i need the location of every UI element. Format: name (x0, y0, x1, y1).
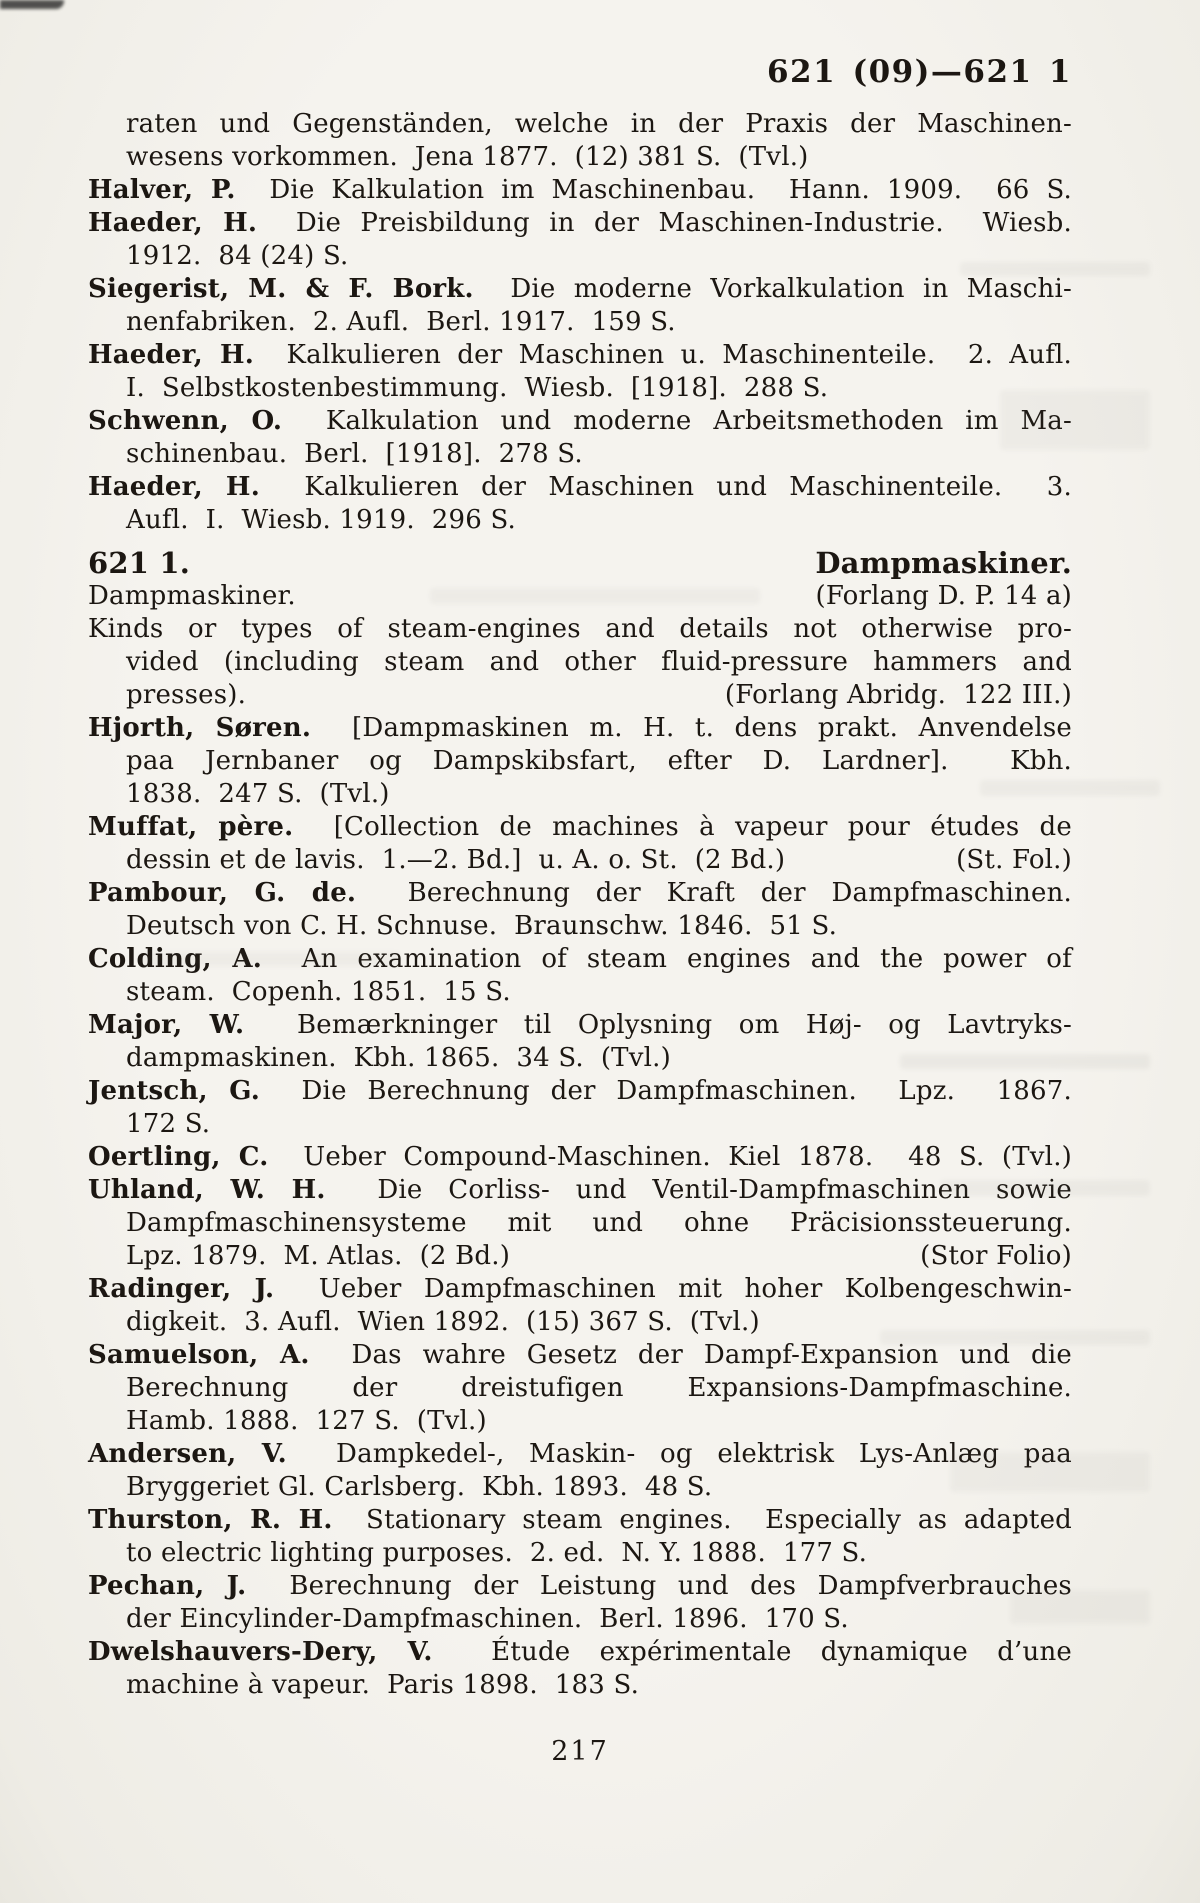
entry-line (88, 1273, 1072, 1306)
entry-text: paa Jernbaner og Dampskibsfart, efter D. Lardner]. Kbh. (126, 746, 1072, 776)
row-right-annotation (815, 580, 1072, 613)
row-right-annotation (815, 547, 1072, 580)
entry-line (88, 910, 1072, 943)
entry-text: Kalkulieren der Maschinen u. Maschinenteile. 2. Aufl. (254, 340, 1073, 370)
entry-line (88, 240, 1072, 273)
entry-text: digkeit. 3. Aufl. Wien 1892. (15) 367 S. (Tvl.) (126, 1307, 760, 1337)
entry-text: (Stor Folio) (920, 1241, 1072, 1271)
entry-line (88, 471, 1072, 504)
entry-text: Aufl. I. Wiesb. 1919. 296 S. (126, 505, 517, 535)
entry-text: [Collection de machines à vapeur pour études de (293, 812, 1072, 842)
author-name: Schwenn, O. (88, 406, 283, 436)
entry-text: Berechnung der Kraft der Dampfmaschinen. (356, 878, 1072, 908)
entry-text: Deutsch von C. H. Schnuse. Braunschw. 1846. 51 S. (126, 911, 838, 941)
entry-text: presses). (126, 680, 247, 710)
author-name: Andersen, V. (88, 1439, 287, 1469)
entry-text: Stationary steam engines. Especially as adapted (332, 1505, 1073, 1535)
author-name: Pambour, G. de. (88, 878, 357, 908)
entry-line (88, 1570, 1072, 1603)
entry-line (88, 844, 1072, 877)
author-name: Haeder, H. (88, 472, 260, 502)
entry-text: Lpz. 1879. M. Atlas. (2 Bd.) (126, 1241, 511, 1271)
author-name: Haeder, H. (88, 208, 258, 238)
author-name: Dampmaskiner. (815, 546, 1072, 580)
author-name: 621 1. (88, 546, 191, 580)
entry-line (88, 339, 1072, 372)
entry-text: Das wahre Gesetz der Dampf-Expansion und die (309, 1340, 1072, 1370)
entry-text: der Eincylinder-Dampfmaschinen. Berl. 1896. 170 S. (126, 1604, 849, 1634)
entry-text: Die Kalkulation im Maschinenbau. Hann. 1909. 66 S. (235, 175, 1072, 205)
author-name: Radinger, J. (88, 1274, 275, 1304)
entry-text: Ueber Compound-Maschinen. Kiel 1878. 48 S. (Tvl.) (268, 1142, 1072, 1172)
author-name: Colding, A. (88, 944, 262, 974)
entry-line (88, 1306, 1072, 1339)
row-left-text (126, 1240, 510, 1273)
entry-text: Étude expérimentale dynamique d’une (432, 1637, 1072, 1667)
row-left-text (88, 580, 296, 613)
bibliography-entries (88, 108, 1072, 1702)
author-name: Dwelshauvers-Dery, V. (88, 1637, 433, 1667)
entry-text: Bemærkninger til Oplysning om Høj- og Lavtryks- (244, 1010, 1072, 1040)
author-name: Thurston, R. H. (88, 1505, 333, 1535)
entry-line (88, 745, 1072, 778)
entry-text: An examination of steam engines and the power of (261, 944, 1072, 974)
classmark-running-header: 621 (09)—621 1 (766, 54, 1072, 90)
entry-line (88, 646, 1072, 679)
entry-text: 172 S. (126, 1109, 211, 1139)
entry-line (88, 1207, 1072, 1240)
entry-line (88, 1240, 1072, 1273)
entry-line (88, 1603, 1072, 1636)
entry-line (88, 504, 1072, 537)
page-number: 217 (551, 1736, 609, 1767)
author-name: Samuelson, A. (88, 1340, 310, 1370)
entry-line (88, 1339, 1072, 1372)
entry-text: dessin et de lavis. 1.—2. Bd.] u. A. o. St. (2 Bd.) (126, 845, 786, 875)
entry-text: (Forlang D. P. 14 a) (815, 581, 1072, 611)
entry-line (88, 108, 1072, 141)
author-name: Muffat, père. (88, 812, 294, 842)
author-name: Oertling, C. (88, 1142, 269, 1172)
entry-line (88, 306, 1072, 339)
entry-text: Kinds or types of steam-engines and details not otherwise pro- (88, 614, 1072, 644)
entry-text: Berechnung der dreistufigen Expansions-Dampfmaschine. (126, 1373, 1072, 1403)
entry-line (88, 877, 1072, 910)
entry-line (88, 174, 1072, 207)
entry-text: Kalkulation und moderne Arbeitsmethoden im Ma- (282, 406, 1072, 436)
section-heading-row (88, 547, 1072, 580)
entry-line (88, 405, 1072, 438)
entry-text: (St. Fol.) (956, 845, 1072, 875)
entry-line (88, 1075, 1072, 1108)
row-left-text (126, 679, 246, 712)
entry-line (88, 712, 1072, 745)
row-right-annotation (725, 679, 1072, 712)
entry-text: [Dampmaskinen m. H. t. dens prakt. Anvendelse (311, 713, 1072, 743)
entry-text: Bryggeriet Gl. Carlsberg. Kbh. 1893. 48 S. (126, 1472, 713, 1502)
entry-text: (Forlang Abridg. 122 III.) (724, 680, 1072, 710)
section-subheading-row (88, 580, 1072, 613)
row-right-annotation (920, 1240, 1072, 1273)
entry-text: dampmaskinen. Kbh. 1865. 34 S. (Tvl.) (126, 1043, 671, 1073)
entry-line (88, 811, 1072, 844)
entry-text: Die Preisbildung in der Maschinen-Industrie. Wiesb. (257, 208, 1072, 238)
entry-line (88, 207, 1072, 240)
entry-text: Die Berechnung der Dampfmaschinen. Lpz. 1867. (260, 1076, 1072, 1106)
author-name: Siegerist, M. & F. Bork. (88, 274, 474, 304)
entry-text: schinenbau. Berl. [1918]. 278 S. (126, 439, 583, 469)
entry-text: Ueber Dampfmaschinen mit hoher Kolbengeschwin- (274, 1274, 1072, 1304)
entry-text: Dampfmaschinensysteme mit und ohne Präcisionssteuerung. (126, 1208, 1072, 1238)
scan-edge-artifact (0, 0, 64, 9)
author-name: Major, W. (88, 1010, 245, 1040)
entry-text: steam. Copenh. 1851. 15 S. (126, 977, 511, 1007)
entry-text: Berechnung der Leistung und des Dampfverbrauches (246, 1571, 1072, 1601)
author-name: Pechan, J. (88, 1571, 247, 1601)
entry-text: Dampkedel-, Maskin- og elektrisk Lys-Anlæg paa (286, 1439, 1073, 1469)
entry-text: Kalkulieren der Maschinen und Maschinenteile. 3. (259, 472, 1072, 502)
entry-line (88, 1438, 1072, 1471)
entry-text: Dampmaskiner. (88, 581, 296, 611)
row-left-text (88, 547, 190, 580)
entry-line (88, 679, 1072, 712)
entry-line (88, 1141, 1072, 1174)
entry-text: Hamb. 1888. 127 S. (Tvl.) (126, 1406, 487, 1436)
entry-text: 1838. 247 S. (Tvl.) (126, 779, 390, 809)
entry-line (88, 438, 1072, 471)
entry-line (88, 1108, 1072, 1141)
entry-line (88, 1537, 1072, 1570)
entry-text: nenfabriken. 2. Aufl. Berl. 1917. 159 S. (126, 307, 676, 337)
entry-line (88, 1372, 1072, 1405)
entry-line (88, 273, 1072, 306)
entry-line (88, 1042, 1072, 1075)
entry-line (88, 141, 1072, 174)
author-name: Jentsch, G. (88, 1076, 261, 1106)
entry-text: I. Selbstkostenbestimmung. Wiesb. [1918]. 288 S. (126, 373, 829, 403)
entry-line (88, 1405, 1072, 1438)
entry-line (88, 1471, 1072, 1504)
entry-text: wesens vorkommen. Jena 1877. (12) 381 S. (Tvl.) (126, 142, 809, 172)
entry-text: 1912. 84 (24) S. (126, 241, 349, 271)
author-name: Halver, P. (88, 175, 236, 205)
entry-line (88, 1009, 1072, 1042)
entry-text: vided (including steam and other fluid-pressure hammers and (126, 647, 1072, 677)
entry-line (88, 372, 1072, 405)
author-name: Hjorth, Søren. (88, 713, 312, 743)
entry-text: raten und Gegenständen, welche in der Praxis der Maschinen- (126, 109, 1072, 139)
row-right-annotation (956, 844, 1072, 877)
row-left-text (126, 844, 785, 877)
entry-text: Die Corliss- und Ventil-Dampfmaschinen sowie (325, 1175, 1072, 1205)
entry-line (88, 778, 1072, 811)
entry-text: to electric lighting purposes. 2. ed. N. Y. 1888. 177 S. (126, 1538, 868, 1568)
entry-text: machine à vapeur. Paris 1898. 183 S. (126, 1670, 640, 1700)
entry-line (88, 1504, 1072, 1537)
entry-line (88, 943, 1072, 976)
entry-text: Die moderne Vorkalkulation in Maschi- (473, 274, 1073, 304)
entry-line (88, 976, 1072, 1009)
entry-line (88, 613, 1072, 646)
author-name: Haeder, H. (88, 340, 254, 370)
entry-line (88, 1669, 1072, 1702)
author-name: Uhland, W. H. (88, 1175, 326, 1205)
entry-line (88, 1636, 1072, 1669)
entry-line (88, 1174, 1072, 1207)
